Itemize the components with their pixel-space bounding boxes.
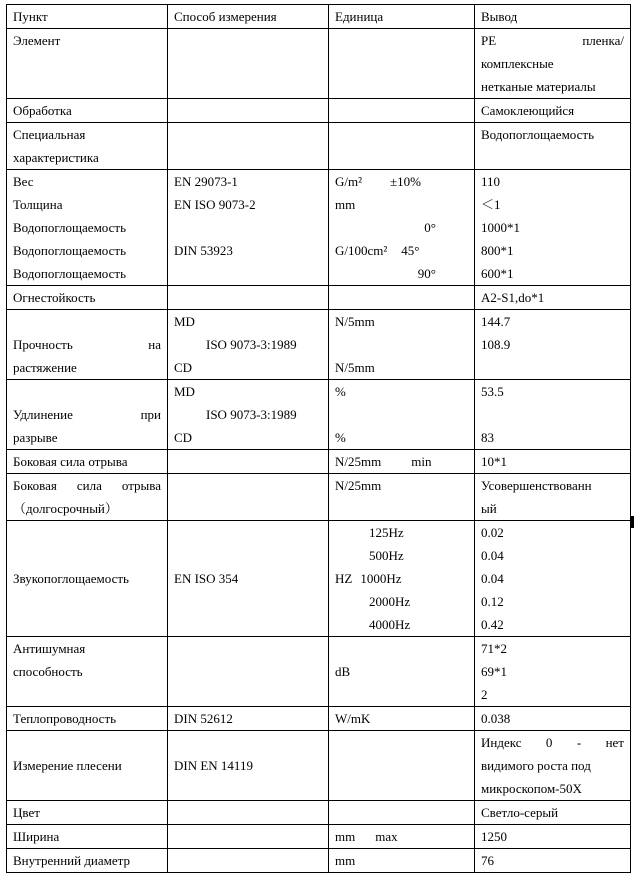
cell-item: Боковая сила отрыва	[7, 450, 168, 474]
cell-item: Вес Толщина Водопоглощаемость Водопоглощаемость Водопоглощаемость	[7, 170, 168, 286]
header-output: Вывод	[475, 5, 631, 29]
cell-unit: % %	[329, 380, 475, 450]
cell-item: Элемент	[13, 33, 61, 48]
cell-unit: N/25mm min	[329, 450, 475, 474]
cell-item: Огнестойкость	[7, 286, 168, 310]
table-row	[7, 474, 631, 521]
table-row	[7, 849, 631, 873]
cell-item: Ширина	[7, 825, 168, 849]
cell-unit: G/m² ±10% mm 0° G/100cm² 45° 90°	[329, 170, 475, 286]
table-row	[7, 123, 631, 170]
cell-unit: mm max	[329, 825, 475, 849]
cell-output: Самоклеющийся	[475, 99, 631, 123]
cell-item: Обработка	[7, 99, 168, 123]
cell-item: Измерение плесени	[7, 731, 168, 801]
table-row	[7, 521, 631, 637]
cell-method: DIN EN 14119	[168, 731, 329, 801]
cell-item: Удлинение при разрыве	[7, 380, 168, 450]
table-row	[7, 801, 631, 825]
cell-output: A2-S1,do*1	[475, 286, 631, 310]
cell-item: Специальная характеристика	[7, 123, 168, 170]
cell-output: Светло-серый	[475, 801, 631, 825]
table-row	[7, 825, 631, 849]
cell-method: MD ISO 9073-3:1989 CD	[168, 380, 329, 450]
cell-output: 53.5 83	[475, 380, 631, 450]
cell-item: Прочность на растяжение	[7, 310, 168, 380]
table-row	[7, 380, 631, 450]
cell-output: 110 ＜1 1000*1 800*1 600*1	[475, 170, 631, 286]
cell-item: Внутренний диаметр	[7, 849, 168, 873]
cell-unit: mm	[329, 849, 475, 873]
table-row	[7, 637, 631, 707]
cell-output: PE пленка/ комплексные нетканые материалы	[475, 29, 631, 99]
cell-method: EN ISO 354	[168, 521, 329, 637]
header-item: Пункт	[7, 5, 168, 29]
cell-output: Водопоглощаемость	[475, 123, 631, 170]
spec-table	[6, 4, 631, 873]
cell-output: 0.02 0.04 0.04 0.12 0.42	[475, 521, 631, 637]
header-method: Способ измерения	[168, 5, 329, 29]
cell-item: Теплопроводность	[7, 707, 168, 731]
table-row	[7, 99, 631, 123]
cell-output: 1250	[475, 825, 631, 849]
table-row	[7, 731, 631, 801]
cell-item: Антишумная способность	[7, 637, 168, 707]
cell-output: 0.038	[475, 707, 631, 731]
table-row	[7, 286, 631, 310]
cell-method: DIN 52612	[168, 707, 329, 731]
cell-output: 71*2 69*1 2	[475, 637, 631, 707]
table-row	[7, 707, 631, 731]
table-row	[7, 450, 631, 474]
cell-output: Индекс 0 - нет видимого роста под микроскопом-50X	[475, 731, 631, 801]
cell-method: MD ISO 9073-3:1989 CD	[168, 310, 329, 380]
header-unit: Единица	[329, 5, 475, 29]
cell-item: Звукопоглощаемость	[7, 521, 168, 637]
table-row	[7, 310, 631, 380]
cell-output: 76	[475, 849, 631, 873]
cell-unit: N/25mm	[329, 474, 475, 521]
table-row	[7, 29, 631, 99]
header-row	[7, 5, 631, 29]
cell-unit: W/mK	[329, 707, 475, 731]
cell-unit: 125Hz 500Hz HZ 1000Hz 2000Hz 4000Hz	[329, 521, 475, 637]
cell-method: EN 29073-1 EN ISO 9073-2 DIN 53923	[168, 170, 329, 286]
cell-item: Боковая сила отрыва （долгосрочный）	[7, 474, 168, 521]
table-row	[7, 170, 631, 286]
cell-output: 144.7 108.9	[475, 310, 631, 380]
cell-output: 10*1	[475, 450, 631, 474]
cell-output: Усовершенствованн ый	[475, 474, 631, 521]
cell-item: Цвет	[7, 801, 168, 825]
cell-unit: N/5mm N/5mm	[329, 310, 475, 380]
edge-marker	[631, 516, 634, 528]
cell-unit: dB	[329, 637, 475, 707]
